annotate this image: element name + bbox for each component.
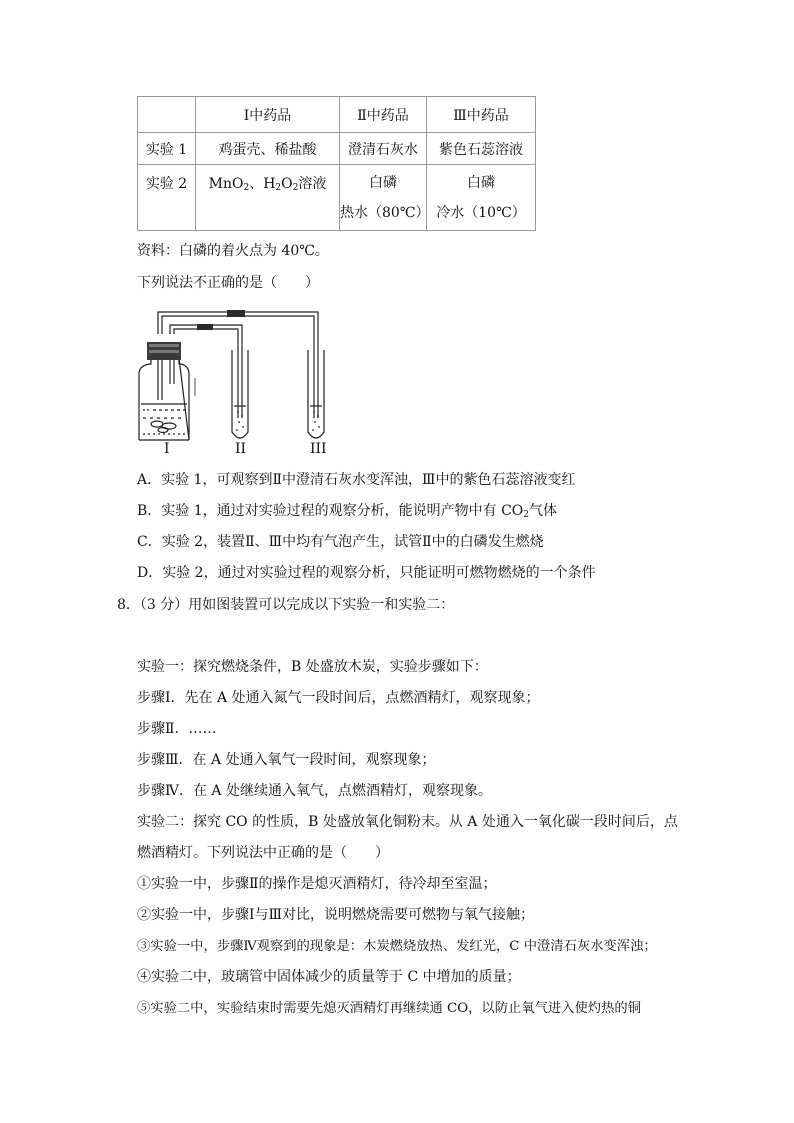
table-header-cell: Ⅱ中药品 [340, 97, 427, 133]
table-cell: 紫色石蕊溶液 [427, 133, 536, 165]
q8-line: 步骤Ⅳ．在 A 处继续通入氧气，点燃酒精灯，观察现象。 [137, 783, 492, 799]
table-header-cell: Ⅰ中药品 [196, 97, 340, 133]
figure-label-ii: II [235, 441, 247, 457]
q8-statement: ①实验一中，步骤Ⅱ的操作是熄灭酒精灯，待冷却至室温； [137, 876, 497, 892]
table-header-row [138, 97, 536, 133]
option-b: B．实验 1，通过对实验过程的观察分析，能说明产物中有 $CO_2$气体 [137, 503, 558, 520]
apparatus-diagram [135, 300, 355, 460]
option-d: D．实验 2，通过对实验过程的观察分析，只能证明可燃物燃烧的一个条件 [137, 565, 596, 581]
q8-line: 步骤Ⅰ．先在 A 处通入氮气一段时间后，点燃酒精灯，观察现象； [137, 690, 540, 706]
q8-line: 步骤Ⅲ．在 A 处通入氧气一段时间，观察现象； [137, 752, 436, 768]
question-stem: 下列说法不正确的是（ ） [137, 275, 319, 291]
q8-line: 实验一：探究燃烧条件，B 处盛放木炭，实验步骤如下： [137, 659, 488, 675]
table-cell: 白磷 冷水（10℃） [427, 165, 536, 231]
q8-statement: ⑤实验二中，实验结束时需要先熄灭酒精灯再继续通 CO，以防止氧气进入使灼热的铜 [137, 1001, 641, 1016]
question-8-title: 8．（3 分）用如图装置可以完成以下实验一和实验二： [117, 597, 455, 613]
figure-label-i: I [164, 441, 170, 457]
reagent-table [137, 96, 536, 231]
table-row [138, 165, 536, 231]
q8-statement: ②实验一中，步骤Ⅰ与Ⅲ对比，说明燃烧需要可燃物与氧气接触； [137, 907, 535, 923]
q8-line: 实验二：探究 CO 的性质，B 处盛放氧化铜粉末。从 A 处通入一氧化碳一段时间后，点 [137, 814, 678, 830]
table-cell: MnO$_2$、$H_2O_2$溶液 [196, 165, 340, 231]
table-cell: 鸡蛋壳、稀盐酸 [196, 133, 340, 165]
q8-line: 步骤Ⅱ．…… [137, 721, 217, 737]
info-note: 资料：白磷的着火点为 40℃。 [137, 243, 329, 259]
table-cell: 澄清石灰水 [340, 133, 427, 165]
table-header-cell: Ⅲ中药品 [427, 97, 536, 133]
row-label: 实验 1 [138, 133, 196, 165]
option-c: C．实验 2，装置Ⅱ、Ⅲ中均有气泡产生，试管Ⅱ中的白磷发生燃烧 [137, 534, 544, 550]
table-row [138, 133, 536, 165]
table-header-cell [138, 97, 196, 133]
table-cell: 白磷 热水（80℃） [340, 165, 427, 231]
q8-line: 燃酒精灯。下列说法中正确的是（ ） [137, 845, 389, 861]
figure-label-iii: III [310, 441, 327, 457]
q8-statement: ④实验二中，玻璃管中固体减少的质量等于 C 中增加的质量； [137, 969, 521, 985]
row-label: 实验 2 [138, 165, 196, 231]
option-a: A．实验 1，可观察到Ⅱ中澄清石灰水变浑浊，Ⅲ中的紫色石蕊溶液变红 [137, 472, 576, 488]
q8-statement: ③实验一中，步骤Ⅳ观察到的现象是：木炭燃烧放热、发红光，C 中澄清石灰水变浑浊； [137, 939, 657, 954]
